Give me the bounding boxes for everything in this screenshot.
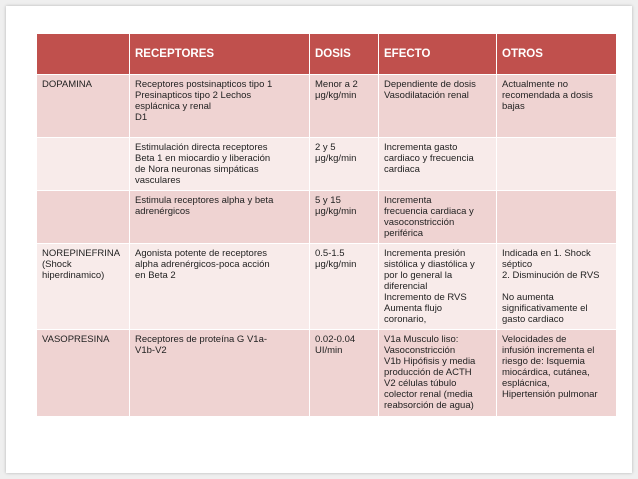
table-row xyxy=(37,191,617,244)
drug-cell xyxy=(37,191,130,244)
effect-cell: Incrementa frecuencia cardiaca y vasoconstricción periférica xyxy=(379,191,497,244)
header-drug xyxy=(37,34,130,75)
table-row xyxy=(37,244,617,330)
receptor-cell: Agonista potente de receptores alpha adrenérgicos-poca acción en Beta 2 xyxy=(130,244,310,330)
other-cell: Velocidades de infusión incrementa el riesgo de: Isquemia miocárdica, cutánea, esplácnica, Hipertensión pulmonar xyxy=(497,330,617,417)
other-cell: Indicada en 1. Shock séptico 2. Disminución de RVS No aumenta significativamente el gasto cardiaco xyxy=(497,244,617,330)
effect-cell: Incrementa gasto cardiaco y frecuencia cardiaca xyxy=(379,138,497,191)
receptor-cell: Receptores de proteína G V1a- V1b-V2 xyxy=(130,330,310,417)
drug-cell xyxy=(37,138,130,191)
header-row xyxy=(37,34,617,75)
other-cell xyxy=(497,191,617,244)
header-receptores: RECEPTORES xyxy=(130,34,310,75)
dose-cell: 2 y 5 μg/kg/min xyxy=(310,138,379,191)
drug-cell: VASOPRESINA xyxy=(37,330,130,417)
receptor-cell: Estimula receptores alpha y beta adrenérgicos xyxy=(130,191,310,244)
effect-cell: Dependiente de dosis Vasodilatación renal xyxy=(379,75,497,138)
dose-cell: 0.5-1.5 μg/kg/min xyxy=(310,244,379,330)
effect-cell: V1a Musculo liso: Vasoconstricción V1b Hipófisis y media producción de ACTH V2 células túbulo colector renal (media reabsorción de agua) xyxy=(379,330,497,417)
other-cell xyxy=(497,138,617,191)
table-row xyxy=(37,330,617,417)
receptor-cell: Estimulación directa receptores Beta 1 en miocardio y liberación de Nora neuronas simpáticas vasculares xyxy=(130,138,310,191)
other-cell: Actualmente no recomendada a dosis bajas xyxy=(497,75,617,138)
drug-table xyxy=(36,33,617,417)
table-row xyxy=(37,138,617,191)
slide xyxy=(6,6,632,473)
drug-cell: NOREPINEFRINA (Shock hiperdinamico) xyxy=(37,244,130,330)
dose-cell: 5 y 15 μg/kg/min xyxy=(310,191,379,244)
effect-cell: Incrementa presión sistólica y diastólica y por lo general la diferencial Incremento de RVS Aumenta flujo coronario, xyxy=(379,244,497,330)
dose-cell: Menor a 2 μg/kg/min xyxy=(310,75,379,138)
receptor-cell: Receptores postsinapticos tipo 1 Presinapticos tipo 2 Lechos esplácnica y renal D1 xyxy=(130,75,310,138)
drug-cell: DOPAMINA xyxy=(37,75,130,138)
header-otros: OTROS xyxy=(497,34,617,75)
dose-cell: 0.02-0.04 UI/min xyxy=(310,330,379,417)
header-efecto: EFECTO xyxy=(379,34,497,75)
table-row xyxy=(37,75,617,138)
header-dosis: DOSIS xyxy=(310,34,379,75)
